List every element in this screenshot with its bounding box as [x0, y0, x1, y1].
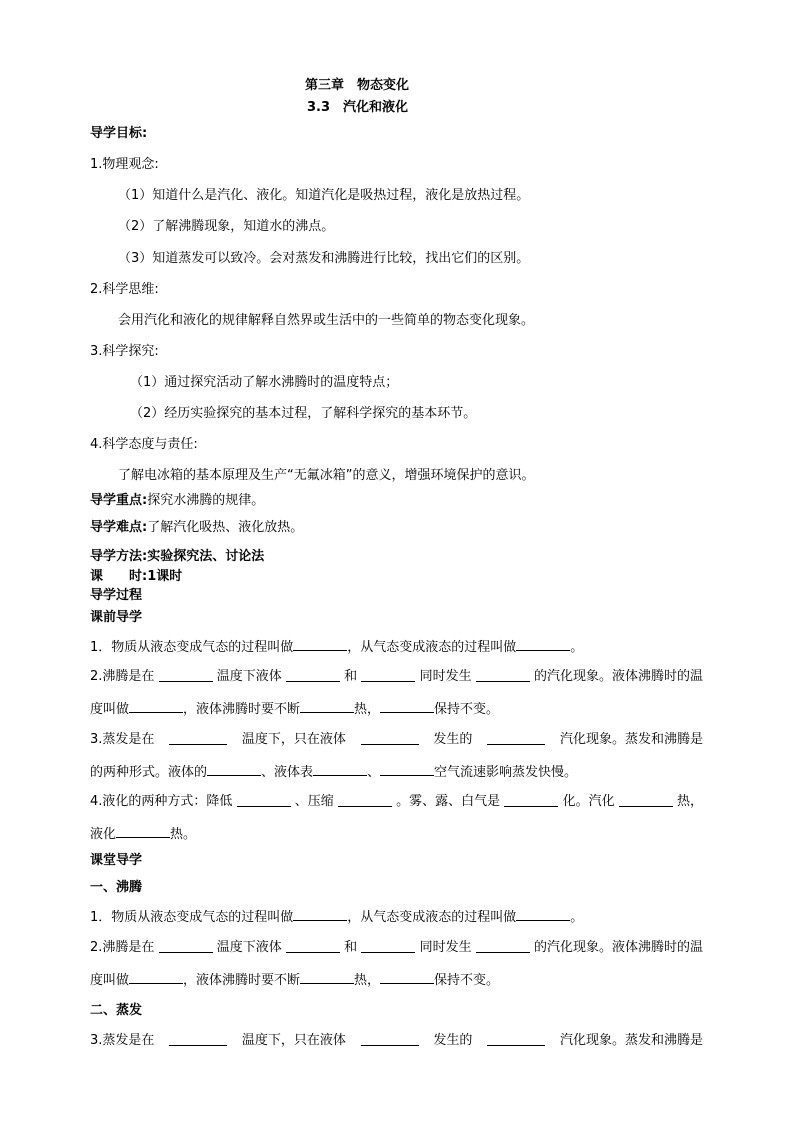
- answer-blank[interactable]: [476, 940, 530, 953]
- answer-blank[interactable]: [380, 971, 434, 984]
- in-q2-text-c: 和: [344, 940, 358, 955]
- answer-blank[interactable]: [293, 908, 347, 921]
- objective-3-line-1: （1）通过探究活动了解水沸腾时的温度特点；: [130, 375, 399, 390]
- pre-q1: [90, 638, 583, 656]
- answer-blank[interactable]: [619, 794, 673, 807]
- pre-q3-text-g: 、: [367, 765, 381, 780]
- in-q2-line-2: [90, 971, 499, 989]
- answer-blank[interactable]: [169, 1033, 227, 1046]
- answer-blank[interactable]: [380, 763, 434, 776]
- focus-text: 探究水沸腾的规律。: [147, 493, 265, 508]
- pre-q2-text-d: 同时发生: [419, 669, 472, 684]
- pre-q4-text-a: 4.液化的两种方式：降低: [90, 794, 233, 809]
- in-q1: [90, 908, 583, 926]
- in-q3-text-c: 发生的: [433, 1033, 473, 1048]
- answer-blank[interactable]: [476, 669, 530, 682]
- in-q2-text-h: 热，: [354, 973, 381, 988]
- objective-2-title: 2.科学思维:: [90, 282, 159, 297]
- pre-q3-text-e: 的两种形式。液体的: [90, 765, 208, 780]
- period-line: [90, 569, 182, 585]
- in-q2-text-e: 的汽化现象。液体沸腾时的温: [533, 940, 703, 955]
- answer-blank[interactable]: [293, 638, 347, 651]
- in-q2-line-1: [90, 940, 703, 956]
- focus-line: [90, 493, 264, 509]
- in-q2-text-f: 度叫做: [90, 973, 130, 988]
- difficulty-label: 导学难点:: [90, 520, 148, 535]
- pre-q1-text-b: ，从气态变成液态的过程叫做: [347, 640, 517, 655]
- objective-1-line-2: （2）了解沸腾现象，知道水的沸点。: [118, 219, 335, 234]
- answer-blank[interactable]: [361, 940, 415, 953]
- answer-blank[interactable]: [487, 1033, 545, 1046]
- in-q1-text-b: ，从气态变成液态的过程叫做: [347, 910, 517, 925]
- objective-1-line-3: （3）知道蒸发可以致冷。会对蒸发和沸腾进行比较，找出它们的区别。: [118, 251, 530, 266]
- methods-label: 导学方法:: [90, 549, 148, 564]
- in-q2-text-i: 保持不变。: [434, 973, 500, 988]
- pre-q4-text-c: 。雾、露、白气是: [396, 794, 501, 809]
- answer-blank[interactable]: [361, 732, 419, 745]
- in-q1-text-c: 。: [570, 910, 584, 925]
- focus-label: 导学重点:: [90, 493, 148, 508]
- pre-q2-line-2: [90, 700, 499, 718]
- pre-q2-text-i: 保持不变。: [434, 702, 500, 717]
- objective-1-title: 1.物理观念:: [90, 157, 159, 172]
- answer-blank[interactable]: [361, 1033, 419, 1046]
- period-text: 1课时: [147, 569, 183, 584]
- pre-q3-line-1: [90, 732, 703, 748]
- answer-blank[interactable]: [300, 971, 354, 984]
- pre-q3-text-f: 、液体表: [261, 765, 314, 780]
- answer-blank[interactable]: [504, 794, 558, 807]
- pre-q3-text-b: 温度下，只在液体: [241, 732, 346, 747]
- part-boiling-heading: 一、沸腾: [90, 880, 143, 895]
- objective-3-line-2: （2）经历实验探究的基本过程，了解科学探究的基本环节。: [130, 406, 477, 421]
- answer-blank[interactable]: [169, 732, 227, 745]
- pre-q2-text-c: 和: [344, 669, 358, 684]
- answer-blank[interactable]: [237, 794, 291, 807]
- period-label: 课 时:: [90, 569, 148, 584]
- pre-q1-text-a: 1．物质从液态变成气态的过程叫做: [90, 640, 294, 655]
- in-q3-text-a: 3.蒸发是在: [90, 1033, 155, 1048]
- in-q2-text-b: 温度下液体: [216, 940, 282, 955]
- answer-blank[interactable]: [313, 763, 367, 776]
- difficulty-text: 了解汽化吸热、液化放热。: [147, 520, 304, 535]
- answer-blank[interactable]: [338, 794, 392, 807]
- answer-blank[interactable]: [129, 700, 183, 713]
- pre-q3-text-a: 3.蒸发是在: [90, 732, 155, 747]
- in-q2-text-g: ，液体沸腾时要不断: [183, 973, 301, 988]
- methods-text: 实验探究法、讨论法: [147, 549, 265, 564]
- answer-blank[interactable]: [286, 669, 340, 682]
- in-q3-text-b: 温度下，只在液体: [241, 1033, 346, 1048]
- methods-line: [90, 549, 264, 565]
- pre-q4-text-d: 化。汽化: [562, 794, 615, 809]
- answer-blank[interactable]: [116, 825, 170, 838]
- in-class-heading: 课堂导学: [90, 853, 143, 868]
- pre-q3-text-c: 发生的: [433, 732, 473, 747]
- pre-q2-text-h: 热，: [354, 702, 381, 717]
- objective-3-title: 3.科学探究:: [90, 344, 159, 359]
- objective-1-line-1: （1）知道什么是汽化、液化。知道汽化是吸热过程，液化是放热过程。: [118, 188, 530, 203]
- pre-class-heading: 课前导学: [90, 610, 143, 625]
- pre-q2-line-1: [90, 669, 703, 685]
- answer-blank[interactable]: [380, 700, 434, 713]
- chapter-title: 第三章 物态变化: [305, 78, 410, 93]
- in-q2-text-d: 同时发生: [419, 940, 472, 955]
- section-title: 3.3 汽化和液化: [307, 100, 409, 115]
- pre-q4-line-2: [90, 825, 196, 843]
- pre-q4-line-1: [90, 794, 703, 810]
- difficulty-line: [90, 520, 303, 536]
- pre-q2-text-b: 温度下液体: [216, 669, 282, 684]
- pre-q2-text-f: 度叫做: [90, 702, 130, 717]
- pre-q4-text-f: 液化: [90, 827, 117, 842]
- objectives-heading: 导学目标:: [90, 126, 148, 141]
- objective-4-title: 4.科学态度与责任:: [90, 437, 198, 452]
- pre-q3-line-2: [90, 763, 577, 781]
- in-q3-line-1: [90, 1033, 703, 1049]
- pre-q1-text-c: 。: [570, 640, 584, 655]
- in-q1-text-a: 1．物质从液态变成气态的过程叫做: [90, 910, 294, 925]
- pre-q4-text-g: 热。: [170, 827, 197, 842]
- pre-q2-text-e: 的汽化现象。液体沸腾时的温: [533, 669, 703, 684]
- answer-blank[interactable]: [516, 638, 570, 651]
- answer-blank[interactable]: [207, 763, 261, 776]
- objective-4-line-1: 了解电冰箱的基本原理及生产“无氟冰箱”的意义，增强环境保护的意识。: [118, 468, 535, 483]
- answer-blank[interactable]: [286, 940, 340, 953]
- pre-q3-text-h: 空气流速影响蒸发快慢。: [434, 765, 578, 780]
- answer-blank[interactable]: [516, 908, 570, 921]
- pre-q2-text-a: 2.沸腾是在: [90, 669, 155, 684]
- answer-blank[interactable]: [159, 940, 213, 953]
- objective-2-line-1: 会用汽化和液化的规律解释自然界或生活中的一些简单的物态变化现象。: [118, 313, 535, 328]
- answer-blank[interactable]: [129, 971, 183, 984]
- answer-blank[interactable]: [159, 669, 213, 682]
- in-q2-text-a: 2.沸腾是在: [90, 940, 155, 955]
- pre-q4-text-e: 热，: [676, 794, 703, 809]
- answer-blank[interactable]: [487, 732, 545, 745]
- pre-q2-text-g: ，液体沸腾时要不断: [183, 702, 301, 717]
- pre-q4-text-b: 、压缩: [294, 794, 334, 809]
- in-q3-text-d: 汽化现象。蒸发和沸腾是: [559, 1033, 703, 1048]
- answer-blank[interactable]: [300, 700, 354, 713]
- answer-blank[interactable]: [361, 669, 415, 682]
- process-heading: 导学过程: [90, 588, 143, 603]
- pre-q3-text-d: 汽化现象。蒸发和沸腾是: [559, 732, 703, 747]
- part-evaporation-heading: 二、蒸发: [90, 1003, 143, 1018]
